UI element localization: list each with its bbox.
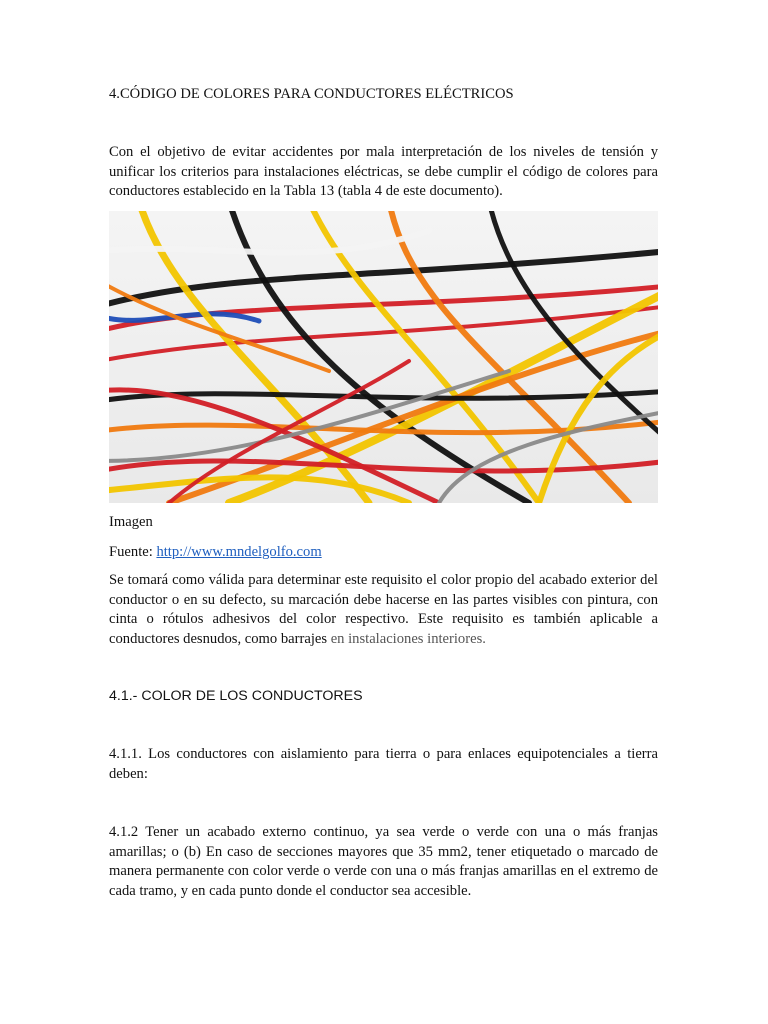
item-4-1-1: 4.1.1. Los conductores con aislamiento para tierra o para enlaces equipotenciales a tierra deben: <box>109 746 658 782</box>
image-source <box>109 543 322 563</box>
image-caption: Imagen <box>109 514 153 530</box>
subsection-title: 4.1.- COLOR DE LOS CONDUCTORES <box>109 688 363 704</box>
requirement-paragraph <box>109 571 658 649</box>
requirement-text: Se tomará como válida para determinar este requisito el color propio del acabado exterior del conductor o en su defecto, su marcación debe hacerse en las partes visibles con pintura, con cinta o rótulos adhesivos del color respectivo. Este requisito es también aplicable a conductores desnudos, como barrajes <box>109 572 658 647</box>
wires-photo <box>109 211 658 503</box>
section-title: 4.CÓDIGO DE COLORES PARA CONDUCTORES ELÉCTRICOS <box>109 86 514 102</box>
requirement-tail: en instalaciones interiores. <box>330 630 486 647</box>
source-label: Fuente: <box>109 544 157 560</box>
intro-paragraph: Con el objetivo de evitar accidentes por mala interpretación de los niveles de tensión y unificar los criterios para instalaciones eléctricas, se debe cumplir el código de colores para conductores establecido en la Tabla 13 (tabla 4 de este documento). <box>109 144 658 200</box>
source-link[interactable]: http://www.mndelgolfo.com <box>156 544 322 560</box>
item-4-1-2: 4.1.2 Tener un acabado externo continuo, ya sea verde o verde con una o más franjas amarillas; o (b) En caso de secciones mayores que 35 mm2, tener etiquetado o marcado de manera permanente con color verde o verde con una o más franjas amarillas en el extremo de cada tramo, y en cada punto donde el conductor sea accesible. <box>109 824 658 899</box>
